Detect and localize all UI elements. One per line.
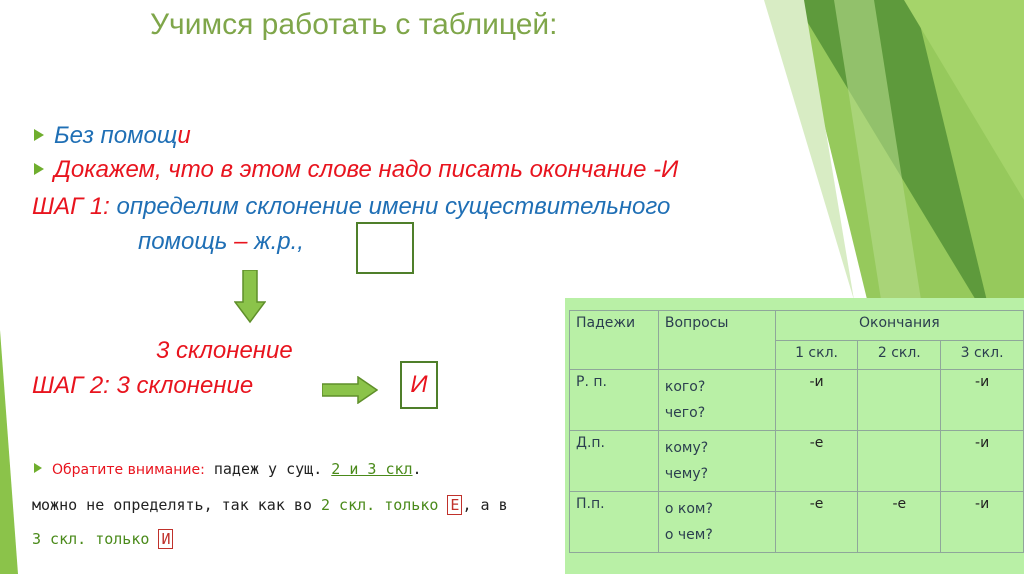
header-decl-3: 3 скл. [941,340,1024,370]
row-ending-1: -и [775,370,858,431]
row-ending-1: -е [775,492,858,553]
note-line-2-a: можно не определять, так как во [32,496,321,514]
slide-title: Учимся работать с таблицей: [150,8,558,41]
bullet-line-2 [34,156,678,184]
table-row [570,492,1024,553]
header-cases: Падежи [570,311,659,370]
row-ending-3: -и [941,431,1024,492]
step-1-word: помощь [138,228,228,255]
note-letter-i: И [158,529,173,549]
step-2-line [32,372,253,400]
bullet-1-text: Без помощ [54,122,178,149]
step-1-word-line [138,228,304,256]
row-ending-2 [858,431,941,492]
row-case: Р. п. [570,370,659,431]
row-case: П.п. [570,492,659,553]
step-2-label: ШАГ 2: [32,372,110,399]
note-letter-e: Е [447,495,462,515]
row-question-1: кого? [664,379,706,395]
row-question-2: чего? [664,405,706,421]
row-ending-1: -е [775,431,858,492]
note-line-3-a: 3 скл. только [32,530,159,548]
triangle-bullet-icon [34,163,44,175]
step-1-line [32,193,670,221]
note-line-2 [32,496,508,514]
header-endings: Окончания [775,311,1023,341]
step-2-text: 3 склонение [116,372,254,399]
note-text-2: . [412,460,422,478]
bullet-2-text: Докажем, что в этом слове надо писать окончание -И [54,156,679,183]
row-case: Д.п. [570,431,659,492]
note-attention: Обратите внимание: [52,462,205,478]
table-row [570,431,1024,492]
note-line-2-b: 2 скл. только [320,496,448,514]
row-ending-3: -и [941,492,1024,553]
triangle-bullet-icon [34,129,44,141]
row-ending-2: -е [858,492,941,553]
right-arrow-icon [322,376,378,404]
empty-answer-box [356,222,414,274]
note-line-2-c: , а в [462,496,508,514]
declension-result: 3 склонение [156,337,293,364]
row-question-1: кому? [664,440,709,456]
step-1-text: определим склонение имени существительного [116,193,671,220]
header-decl-1: 1 скл. [775,340,858,370]
row-question-2: чему? [664,466,709,482]
header-decl-2: 2 скл. [858,340,941,370]
row-ending-3: -и [941,370,1024,431]
triangle-bullet-icon [34,463,42,473]
table-row [570,370,1024,431]
row-questions [658,431,775,492]
bullet-line-1 [34,122,191,150]
answer-letter-box: И [400,361,438,409]
note-link-declensions: 2 и 3 скл [331,460,413,478]
step-1-gender: ж.р., [254,228,304,255]
row-question-2: о чем? [664,527,713,543]
declension-table [569,310,1024,553]
declension-table-panel [565,298,1024,574]
row-question-1: о ком? [664,501,713,517]
note-line-1 [34,460,422,478]
row-questions [658,370,775,431]
down-arrow-icon [234,270,266,324]
bullet-1-ending: и [177,122,191,149]
row-questions [658,492,775,553]
step-1-dash: – [234,228,248,255]
row-ending-2 [858,370,941,431]
step-1-label: ШАГ 1: [32,193,110,220]
note-line-3 [32,530,173,548]
note-text-1: падеж у сущ. [204,460,332,478]
header-questions: Вопросы [658,311,775,370]
